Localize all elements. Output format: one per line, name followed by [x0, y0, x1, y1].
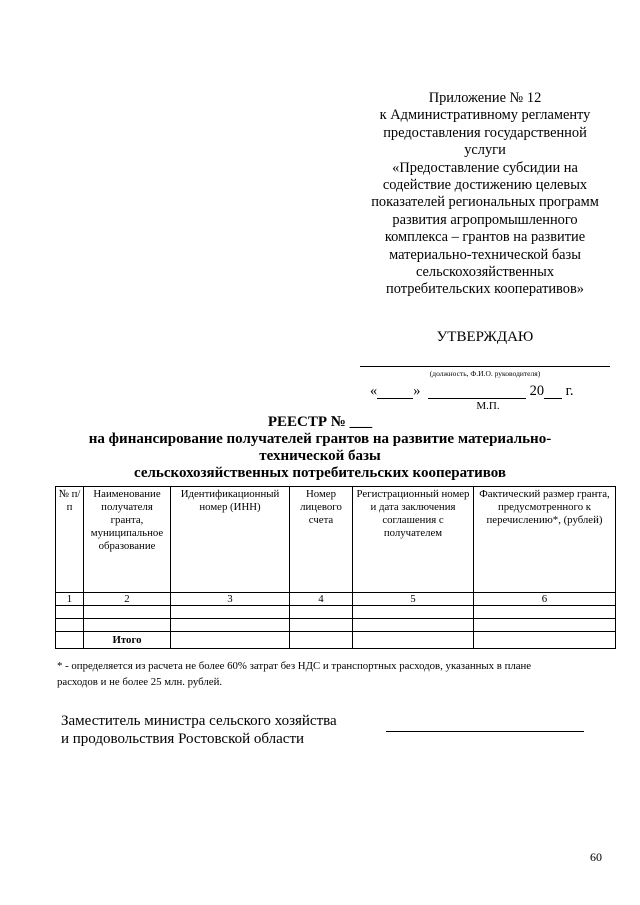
- registry-title-line: технической базы: [259, 448, 381, 464]
- annex-header: [360, 90, 610, 299]
- year-blank: [544, 384, 562, 399]
- annex-line: комплекса – грантов на развитие: [384, 229, 586, 246]
- annex-line: содействие достижению целевых: [382, 177, 588, 194]
- column-number: 2: [84, 593, 171, 606]
- approval-caption: (должность, Ф.И.О. руководителя): [429, 369, 541, 378]
- table-cell: [474, 606, 616, 619]
- page-number: 60: [590, 850, 602, 864]
- annex-line: материально-технической базы: [389, 246, 581, 263]
- table-cell: [290, 619, 353, 632]
- signer-line: Заместитель министра сельского хозяйства: [61, 713, 337, 729]
- table-cell: [290, 632, 353, 649]
- header-cell-agreement: Регистрационный номер и дата заключения соглашения с получателем: [353, 487, 474, 593]
- table-cell: [84, 619, 171, 632]
- year-suffix: г.: [565, 383, 574, 399]
- footnote: [57, 658, 617, 690]
- column-number: 5: [353, 593, 474, 606]
- registry-title-line: на финансирование получателей грантов на развитие материально-: [88, 431, 552, 447]
- annex-line: показателей региональных программ: [371, 194, 599, 211]
- registry-title-line: сельскохозяйственных потребительских кооперативов: [134, 465, 506, 481]
- column-number-row: [56, 593, 616, 606]
- table-row: [56, 606, 616, 619]
- annex-line: к Административному регламенту: [379, 107, 591, 124]
- header-cell-amount: Фактический размер гранта, предусмотренного к перечислению*, (рублей): [474, 487, 616, 593]
- column-number: 3: [171, 593, 290, 606]
- table-row: [56, 619, 616, 632]
- month-blank: [428, 384, 526, 399]
- date-quote-close: »: [413, 383, 421, 399]
- column-number: 4: [290, 593, 353, 606]
- table-cell: [171, 632, 290, 649]
- signature-line: [386, 731, 584, 732]
- table-cell: [171, 619, 290, 632]
- table-cell: [56, 632, 84, 649]
- year-prefix: 20: [529, 383, 545, 399]
- day-blank: [377, 384, 413, 399]
- registry-title-line: РЕЕСТР № ___: [267, 414, 373, 430]
- signer-line: и продовольствия Ростовской области: [61, 731, 305, 747]
- table-cell: [353, 619, 474, 632]
- table-cell: [474, 632, 616, 649]
- approval-date-line: [370, 383, 610, 399]
- registry-title: [40, 414, 600, 482]
- header-cell-account: Номер лицевого счета: [290, 487, 353, 593]
- table-header-row: [56, 487, 616, 593]
- registry-table: [55, 486, 616, 649]
- table-cell: [171, 606, 290, 619]
- annex-line: Приложение № 12: [428, 90, 542, 106]
- annex-line: сельскохозяйственных: [415, 264, 555, 281]
- annex-line: потребительских кооперативов»: [386, 281, 584, 298]
- total-row: [56, 632, 616, 649]
- annex-line: предоставления государственной: [383, 124, 587, 141]
- approval-signature-line: [360, 366, 610, 367]
- header-cell-inn: Идентификационный номер (ИНН): [171, 487, 290, 593]
- stamp-place: М.П.: [476, 400, 500, 412]
- annex-line: развития агропромышленного: [392, 211, 578, 228]
- table-cell: [56, 619, 84, 632]
- table-cell: [474, 619, 616, 632]
- annex-line: «Предоставление субсидии на: [392, 159, 578, 176]
- footnote-line: расходов и не более 25 млн. рублей.: [57, 676, 223, 688]
- column-number: 1: [56, 593, 84, 606]
- annex-line: услуги: [464, 142, 506, 159]
- table-cell: [353, 632, 474, 649]
- footnote-line: * - определяется из расчета не более 60% затрат без НДС и транспортных расходов, указанных в плане: [57, 660, 532, 672]
- table-cell: [353, 606, 474, 619]
- date-quote-open: «: [370, 383, 378, 399]
- approval-title: УТВЕРЖДАЮ: [436, 329, 534, 345]
- table-cell: [290, 606, 353, 619]
- table-cell: [56, 606, 84, 619]
- header-cell-number: № п/п: [56, 487, 84, 593]
- column-number: 6: [474, 593, 616, 606]
- total-label: Итого: [84, 632, 171, 649]
- header-cell-recipient: Наименование получателя гранта, муниципальное образование: [84, 487, 171, 593]
- table-cell: [84, 606, 171, 619]
- signer-title: [61, 712, 361, 748]
